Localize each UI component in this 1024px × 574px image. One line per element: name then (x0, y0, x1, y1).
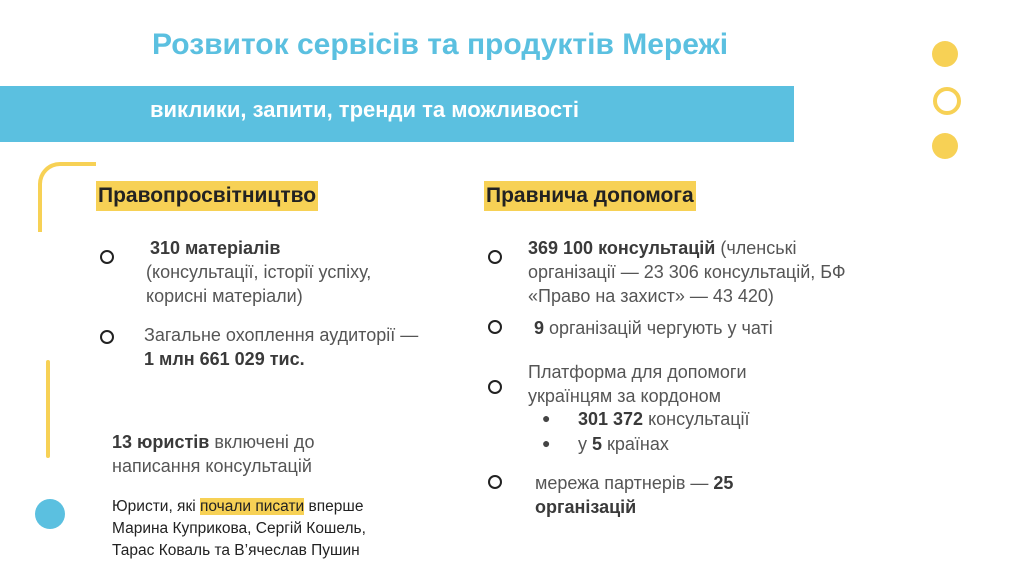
subtitle: виклики, запити, тренди та можливості (150, 97, 579, 122)
left-item-2-bold: 1 млн 661 029 тис. (144, 349, 305, 369)
decor-ring (933, 87, 961, 115)
right-item-2-rest: організацій чергують у чаті (544, 318, 773, 338)
right-sub-2-rest: країнах (602, 434, 669, 454)
right-item-1-rest: (членські організації — 23 306 консультацій, БФ «Право на захист» — 43 420) (528, 238, 846, 306)
right-sub-1-bold: 301 372 (578, 409, 644, 429)
left-item-3-rest: включені до написання консультацій (112, 432, 315, 476)
bullet-icon (100, 330, 114, 344)
right-sub-2 (578, 432, 838, 456)
right-item-1-bold: 369 100 консультацій (528, 238, 716, 258)
decor-bracket (38, 162, 96, 232)
right-sub-1 (578, 407, 838, 431)
right-item-2-bold: 9 (534, 318, 545, 338)
left-item-3-bold: 13 юристів (112, 432, 210, 452)
right-sub-2-bold: 5 (592, 434, 603, 454)
note-line-2: Марина Куприкова, Сергій Кошель, (112, 520, 366, 537)
note-highlight: почали писати (199, 498, 305, 515)
right-sub-2-pre: у (578, 434, 593, 454)
left-heading: Правопросвітництво (96, 181, 318, 211)
sub-bullet-icon: ● (542, 410, 551, 426)
right-item-4-bold: 25 організацій (535, 473, 734, 517)
decor-line (46, 360, 50, 458)
right-item-4-text: мережа партнерів — (535, 473, 714, 493)
left-item-2-text: Загальне охоплення аудиторії — (144, 325, 419, 345)
decor-dot-bottom (932, 133, 958, 159)
bullet-icon (488, 475, 502, 489)
bullet-icon (488, 250, 502, 264)
left-note (112, 496, 442, 562)
left-item-2 (144, 323, 429, 371)
right-heading: Правнича допомога (484, 181, 696, 211)
left-item-1-bold: 310 матеріалів (150, 238, 281, 258)
decor-dot-top (932, 41, 958, 67)
bullet-icon (488, 320, 502, 334)
left-item-1-rest: (консультації, історії успіху, корисні матеріали) (146, 262, 372, 306)
decor-blue-dot (35, 499, 65, 529)
note-post: вперше (304, 498, 364, 515)
right-item-4 (535, 471, 805, 519)
right-sub-1-rest: консультації (643, 409, 750, 429)
right-item-1 (528, 236, 888, 308)
sub-bullet-icon: ● (542, 435, 551, 451)
page-title: Розвиток сервісів та продуктів Мережі (152, 28, 729, 61)
bullet-icon (100, 250, 114, 264)
right-item-2 (534, 316, 874, 340)
note-line-3: Тарас Коваль та В’ячеслав Пушин (112, 542, 360, 559)
left-item-3 (112, 430, 382, 478)
note-pre: Юристи, які (112, 498, 200, 515)
left-item-1 (146, 236, 426, 308)
bullet-icon (488, 380, 502, 394)
right-item-3: Платформа для допомоги українцям за кордоном (528, 362, 747, 406)
